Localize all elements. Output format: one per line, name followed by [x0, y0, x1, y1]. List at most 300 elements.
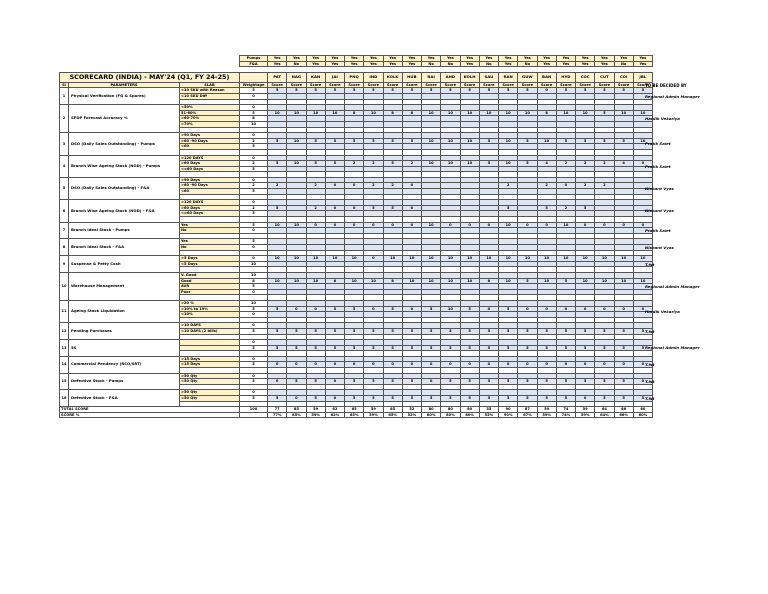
score-cell: 10: [422, 110, 441, 116]
slab-text: >60 -90 Days: [180, 138, 240, 144]
score-cell: 0: [364, 362, 383, 368]
slab-weight: 2: [240, 161, 268, 167]
score-cell: 5: [614, 138, 633, 144]
score-cell: 10: [441, 256, 460, 262]
sl-number: 3: [60, 133, 69, 155]
score-cell: 5: [518, 396, 537, 402]
score-header: Score: [499, 82, 518, 88]
total-score-value: 59: [537, 407, 556, 413]
score-cell: 5: [576, 138, 595, 144]
location-header: PNQ: [345, 72, 364, 82]
slab-text: >90 Days: [180, 177, 240, 183]
applicability-value: Yes: [325, 56, 344, 62]
score-cell: 10: [422, 222, 441, 228]
slab-weight: 2: [240, 183, 268, 189]
score-cell: 2: [364, 183, 383, 189]
score-cell: 2: [499, 183, 518, 189]
score-cell: 5: [325, 328, 344, 334]
score-cell: 5: [268, 396, 287, 402]
weightage-header: Weightage: [240, 82, 268, 88]
slab-weight: 5: [240, 211, 268, 217]
score-cell: 8: [537, 110, 556, 116]
score-cell: 5: [325, 138, 344, 144]
score-cell: 0: [306, 362, 325, 368]
score-cell: 5: [460, 396, 479, 402]
score-cell: 10: [268, 278, 287, 284]
sl-number: 10: [60, 272, 69, 300]
score-cell: 5: [595, 328, 614, 334]
score-cell: 10: [633, 256, 652, 262]
parameter-name: Branch Ideal Stock - Pumps: [69, 222, 180, 239]
score-cell: 10: [422, 138, 441, 144]
slab-weight: 0: [240, 323, 268, 329]
score-cell: 5: [287, 379, 306, 385]
slab-weight: 10: [240, 261, 268, 267]
score-cell: 0: [633, 362, 652, 368]
score-cell: 5: [595, 379, 614, 385]
score-cell: 5: [364, 379, 383, 385]
parameter-name: DSO (Daily Sales Outstanding) - F&A: [69, 177, 180, 199]
slab-weight: 5: [240, 239, 268, 245]
location-header: COC: [576, 72, 595, 82]
score-cell: 10: [537, 278, 556, 284]
score-cell: 8: [402, 110, 421, 116]
score-header: Score: [595, 82, 614, 88]
score-header: Score: [633, 82, 652, 88]
score-percent-value: 65%: [383, 412, 402, 418]
applicability-value: Yes: [364, 56, 383, 62]
score-cell: 5: [345, 306, 364, 312]
owner-label: T.fst: [645, 379, 655, 385]
total-score-value: 59: [306, 407, 325, 413]
score-cell: 0: [345, 222, 364, 228]
score-cell: 10: [499, 110, 518, 116]
score-cell: 0: [499, 362, 518, 368]
sl-number: 8: [60, 239, 69, 256]
score-header: Score: [518, 82, 537, 88]
score-cell: 5: [306, 138, 325, 144]
score-cell: 5: [325, 88, 344, 94]
score-header: Score: [287, 82, 306, 88]
applicability-value: Yes: [556, 61, 575, 67]
score-cell: 10: [518, 110, 537, 116]
score-cell: 5: [556, 379, 575, 385]
slab-text: >60-70%: [180, 116, 240, 122]
score-cell: 0: [537, 88, 556, 94]
slab-weight: 10: [240, 272, 268, 278]
location-header: JBL: [633, 72, 652, 82]
score-cell: 5: [364, 88, 383, 94]
location-header: KAN: [306, 72, 325, 82]
location-header: PAT: [268, 72, 287, 82]
score-cell: 5: [576, 379, 595, 385]
slab-text: Yes: [180, 222, 240, 228]
score-cell: 8: [383, 278, 402, 284]
total-score-value: 80: [460, 407, 479, 413]
score-cell: 5: [460, 379, 479, 385]
owner-label: Regional Admin Manager: [645, 93, 700, 99]
owner-label: Nishant Vyas: [645, 244, 674, 250]
score-cell: 5: [422, 306, 441, 312]
parameter-name: Physical Verification (FG & Spares): [69, 88, 180, 105]
score-cell: 10: [460, 110, 479, 116]
score-header: Score: [537, 82, 556, 88]
applicability-value: Yes: [576, 56, 595, 62]
slab-text: <10%: [180, 312, 240, 318]
score-header: Score: [402, 82, 421, 88]
score-cell: 5: [364, 138, 383, 144]
score-cell: 2: [595, 161, 614, 167]
score-cell: 10: [614, 278, 633, 284]
score-cell: 10: [595, 256, 614, 262]
score-cell: 0: [460, 222, 479, 228]
score-cell: 10: [268, 256, 287, 262]
score-cell: 5: [479, 88, 498, 94]
score-cell: 0: [614, 306, 633, 312]
slab-weight: 10: [240, 121, 268, 127]
sl-number: 9: [60, 256, 69, 273]
score-cell: 10: [633, 138, 652, 144]
slab-weight: 0: [240, 93, 268, 99]
score-cell: 10: [556, 256, 575, 262]
location-header: CUT: [595, 72, 614, 82]
score-cell: 0: [287, 362, 306, 368]
score-cell: 4: [614, 161, 633, 167]
score-header: Score: [576, 82, 595, 88]
applicability-value: Yes: [325, 61, 344, 67]
score-cell: 5: [537, 205, 556, 211]
score-cell: 10: [537, 138, 556, 144]
location-header: HUB: [402, 72, 421, 82]
score-cell: 5: [576, 88, 595, 94]
sl-number: 7: [60, 222, 69, 239]
score-cell: 5: [518, 328, 537, 334]
score-cell: 5: [460, 306, 479, 312]
score-cell: 5: [518, 138, 537, 144]
score-cell: 10: [306, 110, 325, 116]
total-score-value: 52: [402, 407, 421, 413]
score-cell: 5: [306, 345, 325, 351]
score-cell: 10: [364, 278, 383, 284]
slab-header: SLAB: [180, 82, 240, 88]
score-cell: 0: [364, 306, 383, 312]
score-cell: 5: [441, 396, 460, 402]
applicability-value: Yes: [268, 61, 287, 67]
score-cell: 5: [576, 328, 595, 334]
applicability-label: F&A: [240, 61, 268, 67]
slab-text: <10 SKU with Reason: [180, 88, 240, 94]
slab-text: >120 DAYS: [180, 155, 240, 161]
score-cell: 0: [345, 362, 364, 368]
score-cell: 10: [518, 256, 537, 262]
score-percent-row: [60, 412, 653, 418]
score-cell: 10: [402, 278, 421, 284]
slab-text: >60 Days: [180, 161, 240, 167]
score-cell: 5: [325, 161, 344, 167]
score-cell: 10: [441, 278, 460, 284]
score-cell: 10: [325, 110, 344, 116]
score-cell: 5: [479, 379, 498, 385]
score-cell: 0: [518, 362, 537, 368]
score-header: Score: [614, 82, 633, 88]
slab-text: <5 Days: [180, 261, 240, 267]
slab-text: <15 Days: [180, 362, 240, 368]
score-cell: 0: [325, 362, 344, 368]
applicability-value: Yes: [306, 56, 325, 62]
slab-weight: 2: [240, 205, 268, 211]
score-cell: 5: [268, 328, 287, 334]
score-cell: 10: [268, 222, 287, 228]
owner-label: Pratik Salet: [645, 141, 671, 147]
score-cell: 5: [479, 345, 498, 351]
sl-number: 1: [60, 88, 69, 105]
slab-text: <50%: [180, 105, 240, 111]
slab-weight: 5: [240, 88, 268, 94]
score-cell: 0: [306, 306, 325, 312]
score-cell: 5: [614, 328, 633, 334]
score-header: Score: [306, 82, 325, 88]
slab-weight: 2: [240, 138, 268, 144]
score-cell: 5: [633, 88, 652, 94]
applicability-value: Yes: [441, 56, 460, 62]
score-cell: 10: [576, 110, 595, 116]
score-cell: 10: [287, 110, 306, 116]
score-percent-value: 59%: [537, 412, 556, 418]
score-cell: 2: [402, 161, 421, 167]
parameters-header: PARAMETERS: [69, 82, 180, 88]
score-cell: 0: [576, 396, 595, 402]
score-cell: 10: [537, 256, 556, 262]
total-score-value: 90: [499, 407, 518, 413]
score-cell: 5: [556, 138, 575, 144]
applicability-value: Yes: [422, 56, 441, 62]
score-cell: 5: [345, 396, 364, 402]
applicability-value: Yes: [402, 61, 421, 67]
score-cell: 0: [325, 396, 344, 402]
score-cell: 5: [383, 205, 402, 211]
score-cell: 5: [499, 205, 518, 211]
score-cell: 2: [268, 183, 287, 189]
score-cell: 10: [460, 138, 479, 144]
score-cell: 5: [402, 138, 421, 144]
total-score-value: 66: [614, 407, 633, 413]
parameter-name: DSO (Daily Sales Outstanding) - Pumps: [69, 133, 180, 155]
score-cell: 5: [345, 138, 364, 144]
slab-text: <=60 Days: [180, 166, 240, 172]
slab-text: Yes: [180, 239, 240, 245]
slab-weight: 5: [240, 222, 268, 228]
location-header: NAG: [287, 72, 306, 82]
score-cell: 0: [633, 379, 652, 385]
score-cell: 2: [576, 183, 595, 189]
score-cell: 5: [422, 328, 441, 334]
score-cell: 5: [537, 345, 556, 351]
location-header: GUW: [518, 72, 537, 82]
score-cell: 10: [364, 110, 383, 116]
score-cell: 0: [479, 222, 498, 228]
score-cell: 0: [576, 306, 595, 312]
score-cell: 0: [537, 306, 556, 312]
score-header: Score: [364, 82, 383, 88]
slab-text: <10 DAYS (2 bills): [180, 328, 240, 334]
score-cell: 5: [364, 396, 383, 402]
slab-weight: 8: [240, 278, 268, 284]
score-cell: 5: [595, 88, 614, 94]
applicability-value: No: [441, 61, 460, 67]
score-cell: 5: [345, 379, 364, 385]
score-cell: 5: [499, 88, 518, 94]
score-cell: 10: [633, 278, 652, 284]
score-cell: 5: [499, 306, 518, 312]
score-cell: 5: [479, 138, 498, 144]
score-cell: 0: [325, 183, 344, 189]
score-cell: 10: [422, 256, 441, 262]
score-cell: 5: [402, 88, 421, 94]
slab-text: >10 DAYS: [180, 323, 240, 329]
sl-number: 12: [60, 323, 69, 340]
score-cell: 10: [268, 110, 287, 116]
slab-text: AVR: [180, 284, 240, 290]
owner-label: Nishant Vyas: [645, 208, 674, 214]
score-cell: 10: [287, 138, 306, 144]
score-cell: 10: [441, 306, 460, 312]
score-cell: 0: [402, 362, 421, 368]
slab-text: >70%: [180, 121, 240, 127]
score-cell: 10: [306, 278, 325, 284]
slab-weight: 5: [240, 166, 268, 172]
location-header: KOLK: [383, 72, 402, 82]
score-cell: 0: [402, 222, 421, 228]
slab-text: No: [180, 228, 240, 234]
score-cell: 2: [364, 161, 383, 167]
sl-number: 2: [60, 105, 69, 133]
slab-text: No: [180, 245, 240, 251]
score-cell: 10: [460, 278, 479, 284]
scorecard-sheet: [59, 55, 653, 418]
score-cell: 5: [633, 328, 652, 334]
applicability-value: Yes: [537, 56, 556, 62]
applicability-value: No: [614, 61, 633, 67]
score-cell: 0: [479, 362, 498, 368]
applicability-value: Yes: [460, 61, 479, 67]
location-header: RAI: [422, 72, 441, 82]
total-score-value: 64: [595, 407, 614, 413]
score-header: Score: [325, 82, 344, 88]
score-percent-value: 59%: [576, 412, 595, 418]
score-header: Score: [556, 82, 575, 88]
score-cell: 0: [402, 205, 421, 211]
applicability-value: Yes: [268, 56, 287, 62]
applicability-value: Yes: [345, 61, 364, 67]
score-cell: 5: [306, 379, 325, 385]
slab-weight: 5: [240, 328, 268, 334]
score-cell: 10: [479, 256, 498, 262]
score-cell: 10: [460, 161, 479, 167]
sl-number: 4: [60, 155, 69, 177]
location-header: SAU: [479, 72, 498, 82]
sl-number: 13: [60, 340, 69, 357]
parameter-name: Defective Stock - F&A: [69, 390, 180, 407]
score-cell: 0: [595, 306, 614, 312]
applicability-value: Yes: [345, 56, 364, 62]
score-cell: 5: [537, 328, 556, 334]
score-cell: 5: [556, 278, 575, 284]
score-cell: 10: [287, 256, 306, 262]
owner-label: Hardik Vekariya: [645, 116, 680, 122]
score-cell: 5: [422, 396, 441, 402]
slab-text: Good: [180, 278, 240, 284]
score-cell: 5: [364, 328, 383, 334]
score-percent-value: 55%: [479, 412, 498, 418]
score-cell: 5: [576, 345, 595, 351]
parameter-name: SFDP Forecast Accuracy %: [69, 105, 180, 133]
score-cell: 0: [537, 222, 556, 228]
slab-weight: 5: [240, 379, 268, 385]
score-cell: 5: [633, 396, 652, 402]
score-percent-value: 80%: [422, 412, 441, 418]
score-cell: 5: [479, 161, 498, 167]
slab-weight: 0: [240, 289, 268, 295]
score-cell: 10: [287, 161, 306, 167]
score-cell: 0: [595, 222, 614, 228]
slab-text: <50 Qty: [180, 396, 240, 402]
total-weight: 100: [240, 407, 268, 413]
score-cell: 0: [595, 362, 614, 368]
score-cell: 10: [479, 110, 498, 116]
score-cell: 5: [441, 88, 460, 94]
slab-weight: 0: [240, 312, 268, 318]
sl-number: 6: [60, 200, 69, 222]
score-cell: 10: [633, 110, 652, 116]
applicability-value: Yes: [479, 56, 498, 62]
slab-weight: 5: [240, 284, 268, 290]
score-cell: 5: [383, 88, 402, 94]
score-cell: 10: [441, 138, 460, 144]
slab-text: V. Good: [180, 272, 240, 278]
score-cell: 0: [325, 205, 344, 211]
score-cell: 10: [441, 161, 460, 167]
score-cell: 5: [441, 345, 460, 351]
score-cell: 5: [595, 396, 614, 402]
slab-text: >90 Days: [180, 133, 240, 139]
score-cell: 5: [499, 379, 518, 385]
score-cell: 5: [441, 379, 460, 385]
score-cell: 2: [345, 161, 364, 167]
slab-weight: 0: [240, 177, 268, 183]
sl-number: 14: [60, 356, 69, 373]
slab-text: >5 Days: [180, 256, 240, 262]
slab-text: <60: [180, 189, 240, 195]
applicability-value: Yes: [595, 61, 614, 67]
slab-weight: 8: [240, 116, 268, 122]
score-cell: 5: [614, 379, 633, 385]
score-cell: 0: [383, 222, 402, 228]
score-cell: 5: [556, 345, 575, 351]
slab-weight: 0: [240, 373, 268, 379]
applicability-value: No: [422, 61, 441, 67]
applicability-value: No: [479, 61, 498, 67]
score-cell: 5: [556, 328, 575, 334]
score-cell: 10: [499, 161, 518, 167]
score-cell: 0: [460, 362, 479, 368]
score-header: Score: [268, 82, 287, 88]
score-header: Score: [345, 82, 364, 88]
location-header: JAI: [325, 72, 344, 82]
score-percent-value: 60%: [633, 412, 652, 418]
score-percent-value: 67%: [518, 412, 537, 418]
score-cell: 10: [614, 256, 633, 262]
score-cell: 0: [556, 183, 575, 189]
